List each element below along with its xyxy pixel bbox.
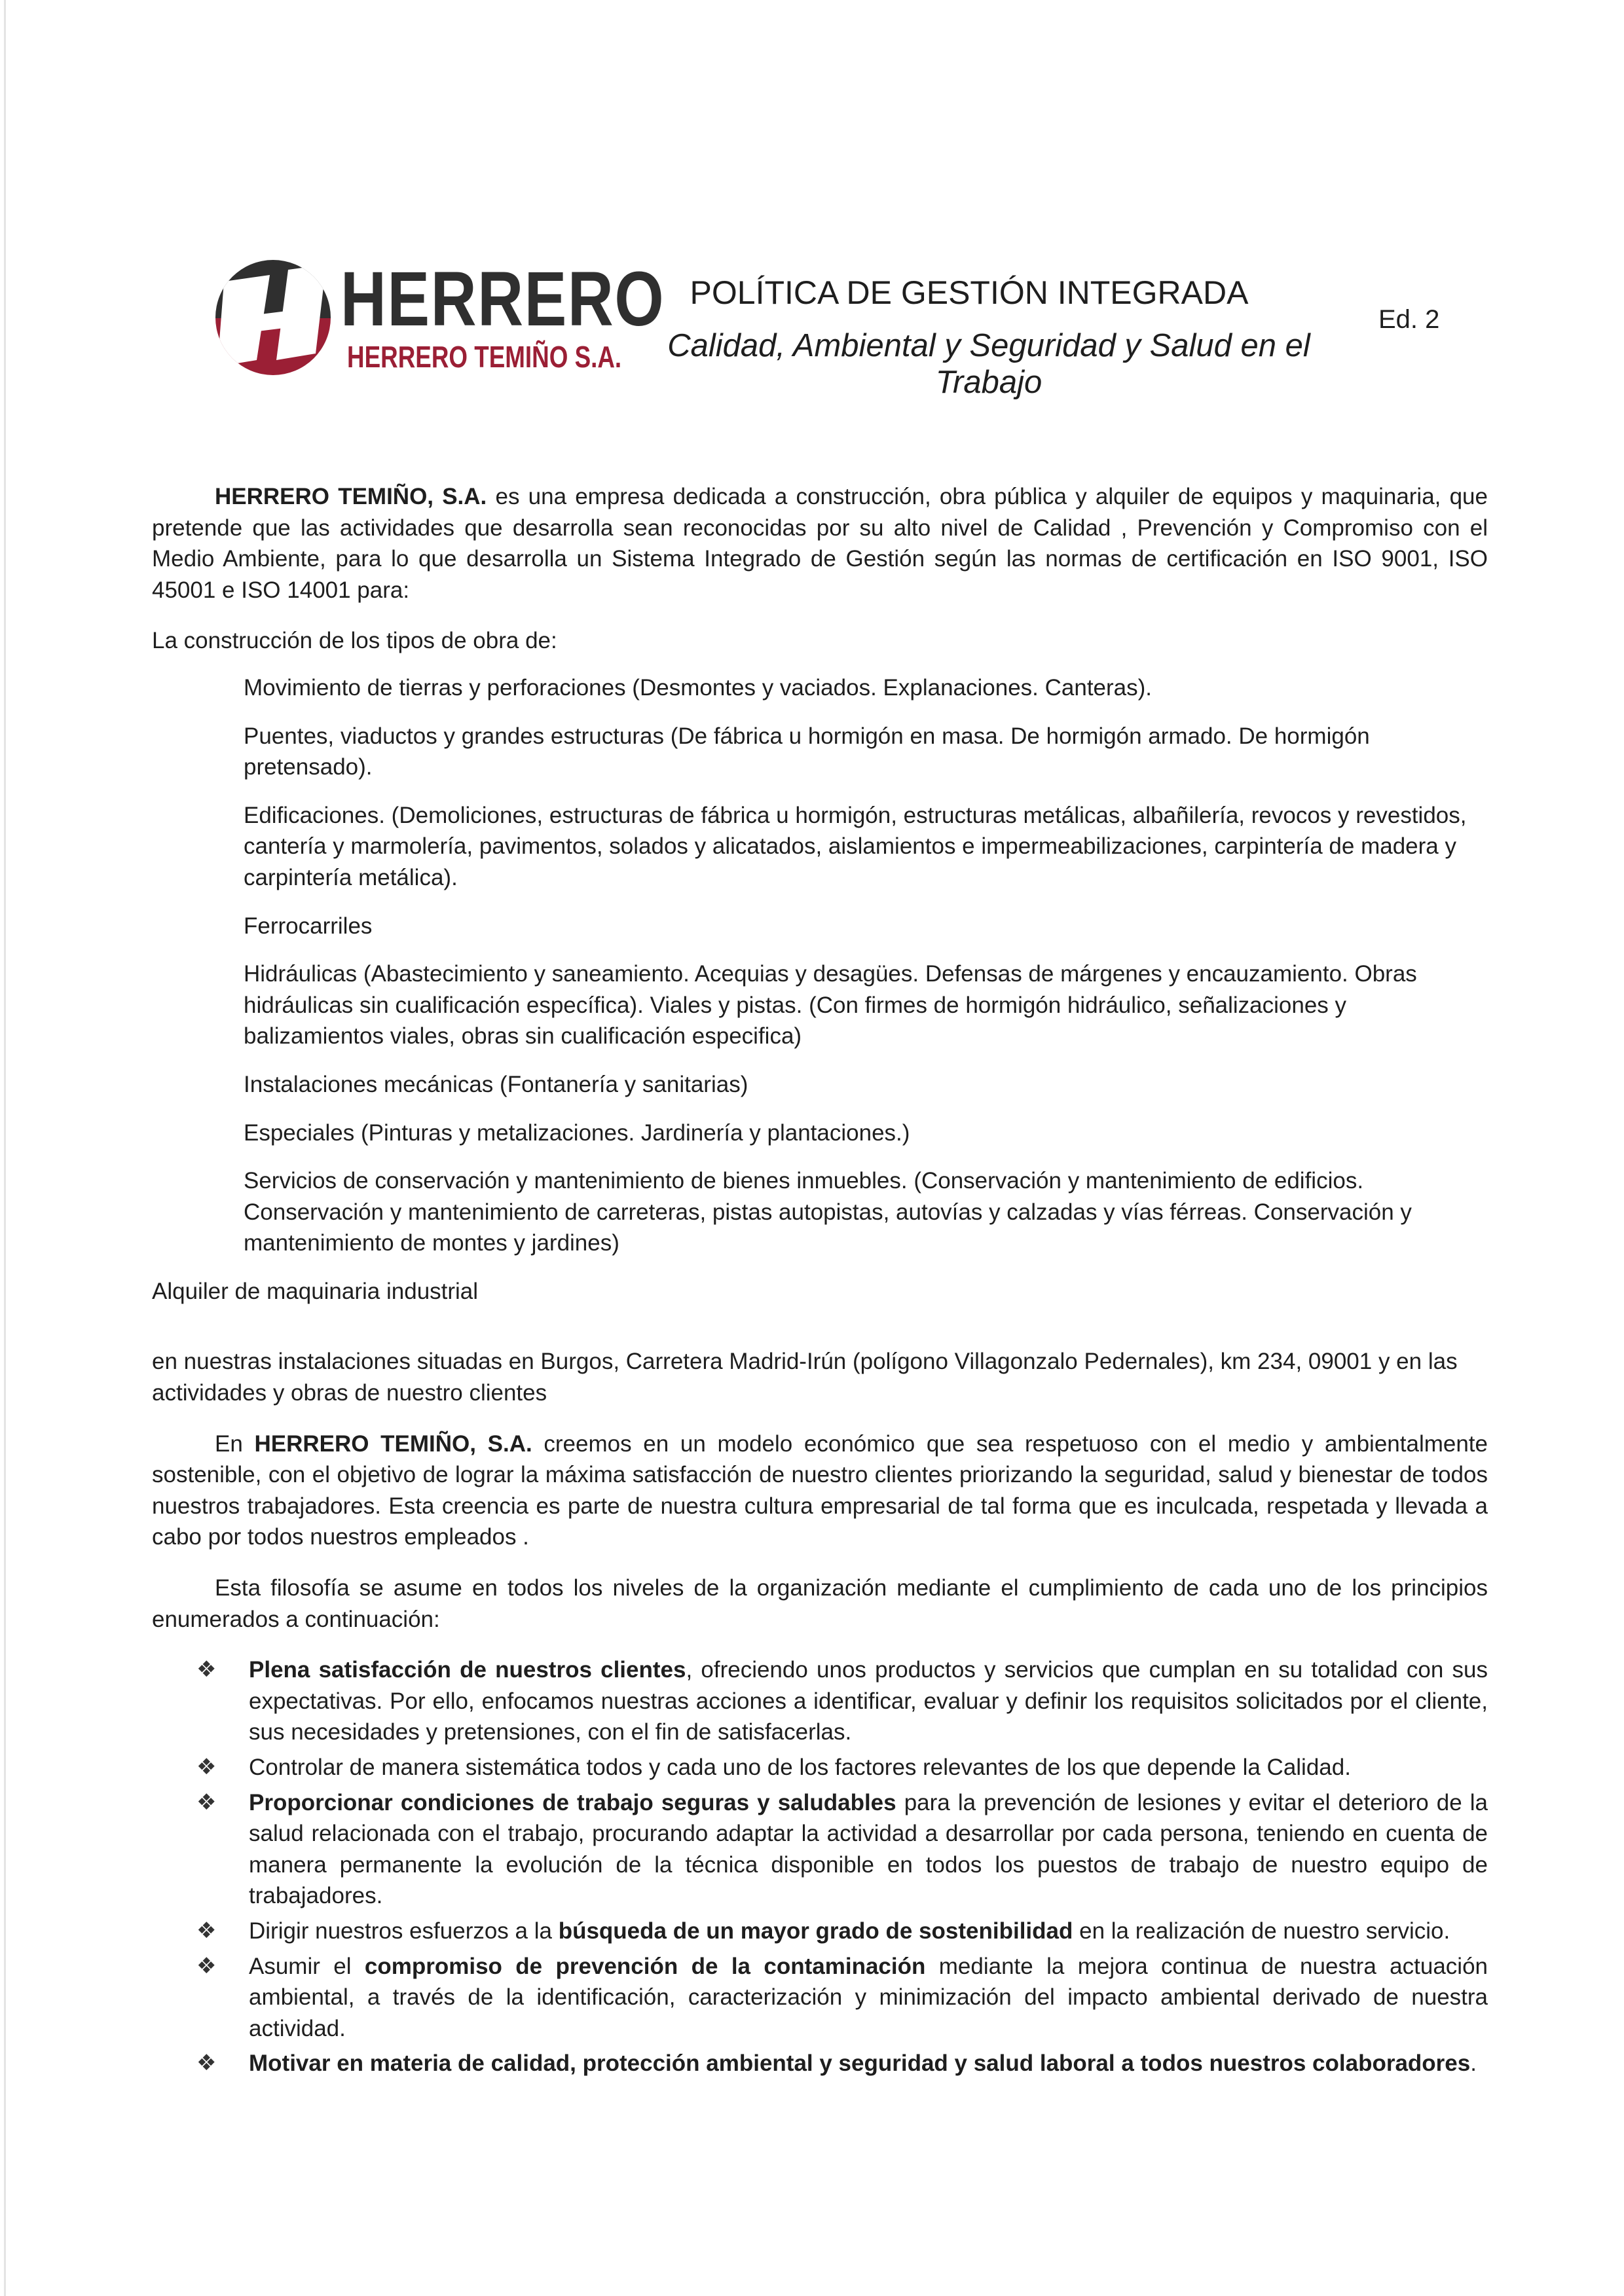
belief-company: HERRERO TEMIÑO, S.A. bbox=[254, 1430, 532, 1457]
principle-emphasis: búsqueda de un mayor grado de sostenibilidad bbox=[558, 1918, 1073, 1944]
location-paragraph: en nuestras instalaciones situadas en Burgos, Carretera Madrid-Irún (polígono Villagonzalo Pedernales), km 234, 09001 y en las actividades y obras de nuestro clientes bbox=[152, 1349, 1458, 1406]
principle-text: Asumir el bbox=[249, 1953, 365, 1979]
philosophy-paragraph: Esta filosofía se asume en todos los niveles de la organización mediante el cumplimiento de cada uno de los principios enumerados a continuación: bbox=[152, 1575, 1488, 1632]
principle-text: mediante la mejora continua de nuestra actuación ambiental, a través de la identificación, caracterización y minimización del impacto ambiental derivado de nuestra actividad. bbox=[249, 1953, 1488, 2041]
belief-lead: En bbox=[215, 1430, 255, 1457]
principle-emphasis: Motivar en materia de calidad, protección ambiental y seguridad y salud laboral a todos nuestros colaboradores bbox=[249, 2050, 1471, 2077]
principle-text: Controlar de manera sistemática todos y cada uno de los factores relevantes de los que depende la Calidad. bbox=[249, 1755, 1351, 1780]
principle-text: Dirigir nuestros esfuerzos a la bbox=[249, 1918, 559, 1944]
logo-subtitle: HERRERO TEMIÑO S.A. bbox=[347, 340, 622, 374]
document-subtitle: Calidad, Ambiental y Seguridad y Salud en el Trabajo bbox=[667, 328, 1310, 400]
diamond-bullet-icon: ❖ bbox=[196, 1754, 217, 1780]
work-item: Movimiento de tierras y perforaciones (Desmontes y vaciados. Explanaciones. Canteras). bbox=[244, 674, 1153, 701]
document-body bbox=[152, 481, 1488, 2083]
company-logo-icon bbox=[211, 255, 335, 380]
principle-item bbox=[152, 2048, 1488, 2079]
principle-text: en la realización de nuestro servicio. bbox=[1073, 1918, 1450, 1944]
edition-label: Ed. 2 bbox=[1378, 305, 1440, 334]
principle-item bbox=[152, 1787, 1488, 1912]
rental-label: Alquiler de maquinaria industrial bbox=[152, 1278, 479, 1304]
work-item: Edificaciones. (Demoliciones, estructuras de fábrica u hormigón, estructuras metálicas, albañilería, revocos y revestidos, cantería y marmolería, pavimentos, solados y alicatados, aislamientos e impermeabilizaciones, carpintería de madera y carpintería metálica). bbox=[244, 802, 1467, 890]
principle-emphasis: Plena satisfacción de nuestros clientes bbox=[249, 1657, 686, 1683]
principle-text: , ofreciendo unos productos y servicios que cumplan en su totalidad con sus expectativas. Por ello, enfocamos nuestras acciones a identificar, evaluar y definir los requisitos solicitados por el cliente, sus necesidades y pretensiones, con el fin de satisfacerlas. bbox=[249, 1657, 1488, 1745]
diamond-bullet-icon: ❖ bbox=[196, 2050, 217, 2077]
diamond-bullet-icon: ❖ bbox=[196, 1917, 217, 1944]
intro-company: HERRERO TEMIÑO, S.A. bbox=[215, 484, 487, 509]
belief-text: creemos en un modelo económico que sea respetuoso con el medio y ambientalmente sostenible, con el objetivo de lograr la máxima satisfacción de nuestro clientes priorizando la seguridad, salud y bienestar de todos nuestros trabajadores. Esta creencia es parte de nuestra cultura empresarial de tal forma que es inculcada, respetada y llevada a cabo por todos nuestros empleados . bbox=[152, 1430, 1488, 1550]
principle-text: . bbox=[1470, 2050, 1477, 2077]
principle-item bbox=[152, 1951, 1488, 2045]
principle-emphasis: Proporcionar condiciones de trabajo seguras y saludables bbox=[249, 1789, 896, 1815]
logo-name: HERRERO bbox=[341, 256, 665, 342]
work-item: Servicios de conservación y mantenimiento de bienes inmuebles. (Conservación y mantenimiento de edificios. Conservación y mantenimiento de carreteras, pistas autopistas, autovías y calzadas y vías férreas. Conservación y mantenimiento de montes y jardines) bbox=[244, 1168, 1412, 1256]
principles-list bbox=[152, 1654, 1488, 2079]
principle-item bbox=[152, 1916, 1488, 1947]
scope-label: La construcción de los tipos de obra de: bbox=[152, 628, 557, 654]
works-list bbox=[244, 672, 1488, 1259]
principle-item bbox=[152, 1654, 1488, 1748]
page-edge bbox=[4, 0, 6, 2296]
diamond-bullet-icon: ❖ bbox=[196, 1789, 217, 1815]
intro-text: es una empresa dedicada a construcción, obra pública y alquiler de equipos y maquinaria, que pretende que las actividades que desarrolla sean reconocidas por su alto nivel de Calidad , Prevención y Compromiso con el Medio Ambiente, para lo que desarrolla un Sistema Integrado de Gestión según las normas de certificación en ISO 9001, ISO 45001 e ISO 14001 para: bbox=[152, 484, 1488, 603]
work-item: Hidráulicas (Abastecimiento y saneamiento. Acequias y desagües. Defensas de márgenes y encauzamiento. Obras hidráulicas sin cualificación específica). Viales y pistas. (Con firmes de hormigón hidráulico, señalizaciones y balizamientos viales, obras sin cualificación especifica) bbox=[244, 961, 1417, 1049]
principle-emphasis: compromiso de prevención de la contaminación bbox=[364, 1953, 926, 1979]
work-item: Ferrocarriles bbox=[244, 913, 373, 939]
intro-paragraph bbox=[152, 481, 1488, 606]
work-item: Instalaciones mecánicas (Fontanería y sanitarias) bbox=[244, 1071, 748, 1097]
principle-text: para la prevención de lesiones y evitar el deterioro de la salud relacionada con el trabajo, procurando adaptar la actividad a desarrollar por cada persona, teniendo en cuenta de manera permanente la evolución de la técnica disponible en todos los puestos de trabajo de nuestro equipo de trabajadores. bbox=[249, 1789, 1488, 1909]
work-item: Especiales (Pinturas y metalizaciones. Jardinería y plantaciones.) bbox=[244, 1120, 910, 1146]
belief-paragraph bbox=[152, 1429, 1488, 1553]
diamond-bullet-icon: ❖ bbox=[196, 1952, 217, 1979]
document-title: POLÍTICA DE GESTIÓN INTEGRADA bbox=[690, 274, 1249, 311]
diamond-bullet-icon: ❖ bbox=[196, 1656, 217, 1683]
principle-item bbox=[152, 1752, 1488, 1783]
work-item: Puentes, viaductos y grandes estructuras (De fábrica u hormigón en masa. De hormigón armado. De hormigón pretensado). bbox=[244, 723, 1370, 780]
